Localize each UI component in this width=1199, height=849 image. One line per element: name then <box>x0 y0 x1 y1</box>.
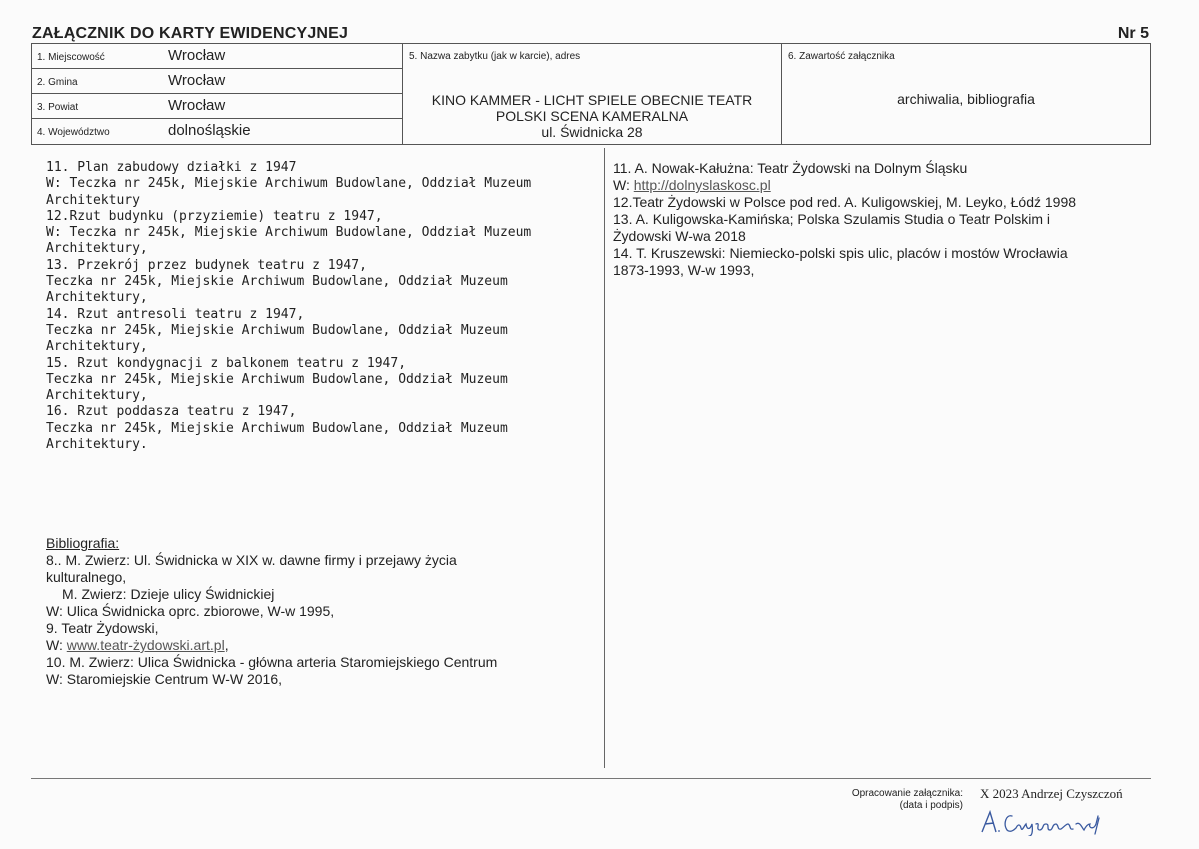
bibliography-continued <box>613 160 1153 279</box>
bib-entry-9: 9. Teatr Żydowski, <box>46 620 159 636</box>
monument-address: ul. Świdnicka 28 <box>541 124 643 140</box>
archive-line: 13. Przekrój przez budynek teatru z 1947, <box>46 257 367 273</box>
field-locality <box>32 44 403 69</box>
dolnyslaskosc-link[interactable]: http://dolnyslaskosc.pl <box>633 177 771 193</box>
field-commune <box>32 69 403 94</box>
field-label: 3. Powiat <box>37 102 79 113</box>
bib-entry-10-source: W: Staromiejskie Centrum W-W 2016, <box>46 671 282 687</box>
archive-line: Teczka nr 245k, Miejskie Archiwum Budowlane, Oddział Muzeum <box>46 274 508 290</box>
field-value: Wrocław <box>168 72 226 89</box>
monument-name-cell <box>403 44 782 144</box>
bib-source-prefix: W: <box>613 177 634 193</box>
bib-entry-13-cont: Żydowski W-wa 2018 <box>613 228 746 244</box>
column-divider <box>604 148 605 768</box>
header-table <box>31 43 1151 145</box>
contents-label: 6. Zawartość załącznika <box>788 51 895 62</box>
monument-name <box>403 92 781 140</box>
bib-entry-13: 13. A. Kuligowska-Kamińska; Polska Szulamis Studia o Teatr Polskim i <box>613 211 1051 227</box>
footer-divider <box>31 778 1151 779</box>
archive-line: Teczka nr 245k, Miejskie Archiwum Budowlane, Oddział Muzeum <box>46 322 508 338</box>
bib-source-suffix: , <box>224 637 229 653</box>
bib-entry-8-sub: M. Zwierz: Dzieje ulicy Świdnickiej <box>62 586 275 602</box>
bibliography-heading: Bibliografia: <box>46 535 120 551</box>
archive-list <box>46 160 596 453</box>
bib-entry-9-source <box>46 637 596 654</box>
field-voivodeship <box>32 119 403 144</box>
prepared-by-value: X 2023 Andrzej Czyszczoń <box>980 786 1123 801</box>
bib-entry-8-source: W: Ulica Świdnicka oprc. zbiorowe, W-w 1995, <box>46 603 335 619</box>
field-label: 1. Miejscowość <box>37 52 105 63</box>
monument-label: 5. Nazwa zabytku (jak w karcie), adres <box>409 51 581 62</box>
archive-line: Teczka nr 245k, Miejskie Archiwum Budowlane, Oddział Muzeum <box>46 420 508 436</box>
teatr-zydowski-link[interactable]: www.teatr-żydowski.art.pl <box>66 637 225 653</box>
bibliography-section <box>46 535 596 688</box>
field-value: Wrocław <box>168 47 226 64</box>
archive-line: W: Teczka nr 245k, Miejskie Archiwum Budowlane, Oddział Muzeum <box>46 225 532 241</box>
archive-line: Architektury. <box>46 437 148 453</box>
contents-cell <box>782 44 1150 144</box>
archive-line: 11. Plan zabudowy działki z 1947 <box>46 160 297 175</box>
archive-line: 14. Rzut antresoli teatru z 1947, <box>46 306 305 322</box>
handwritten-signature <box>978 806 1128 836</box>
document-title: ZAŁĄCZNIK DO KARTY EWIDENCYJNEJ <box>32 25 349 42</box>
prepared-by-label-line-1: Opracowanie załącznika: <box>851 788 963 799</box>
archive-line: 12.Rzut budynku (przyziemie) teatru z 1947, <box>46 208 383 224</box>
field-county <box>32 94 403 119</box>
bib-entry-11-source <box>613 177 1153 194</box>
archive-line: Architektury, <box>46 290 148 306</box>
contents-value: archiwalia, bibliografia <box>897 91 1035 107</box>
field-label: 2. Gmina <box>37 77 78 88</box>
bib-entry-14: 14. T. Kruszewski: Niemiecko-polski spis ulic, placów i mostów Wrocławia <box>613 245 1068 261</box>
attachment-number: Nr 5 <box>1117 25 1149 42</box>
archive-line: Architektury, <box>46 339 148 355</box>
bib-entry-10: 10. M. Zwierz: Ulica Świdnicka - główna arteria Staromiejskiego Centrum <box>46 654 498 670</box>
bib-entry-12: 12.Teatr Żydowski w Polsce pod red. A. Kuligowskiej, M. Leyko, Łódź 1998 <box>613 194 1077 210</box>
prepared-by-label <box>808 788 963 812</box>
bib-entry-8-cont: kulturalnego, <box>46 569 127 585</box>
archive-line: Teczka nr 245k, Miejskie Archiwum Budowlane, Oddział Muzeum <box>46 371 508 387</box>
monument-line-1: KINO KAMMER - LICHT SPIELE OBECNIE TEATR <box>431 92 753 108</box>
bib-entry-11: 11. A. Nowak-Kałużna: Teatr Żydowski na Dolnym Śląsku <box>613 160 968 176</box>
bib-source-prefix: W: <box>46 637 67 653</box>
location-fields <box>32 44 403 144</box>
archive-line: Architektury, <box>46 241 148 257</box>
archive-line: Architektury, <box>46 388 148 404</box>
field-label: 4. Województwo <box>37 127 110 138</box>
archive-line: W: Teczka nr 245k, Miejskie Archiwum Budowlane, Oddział Muzeum <box>46 176 532 192</box>
prepared-by-label-line-2: (data i podpis) <box>899 800 963 811</box>
bib-entry-14-cont: 1873-1993, W-w 1993, <box>613 262 755 278</box>
archive-line: 15. Rzut kondygnacji z balkonem teatru z 1947, <box>46 355 407 371</box>
monument-line-2: POLSKI SCENA KAMERALNA <box>495 108 689 124</box>
archive-line: 16. Rzut poddasza teatru z 1947, <box>46 404 297 420</box>
field-value: dolnośląskie <box>168 122 251 139</box>
field-value: Wrocław <box>168 97 226 114</box>
archive-line: Architektury <box>46 192 140 208</box>
bib-entry-8: 8.. M. Zwierz: Ul. Świdnicka w XIX w. dawne firmy i przejawy życia <box>46 552 457 568</box>
